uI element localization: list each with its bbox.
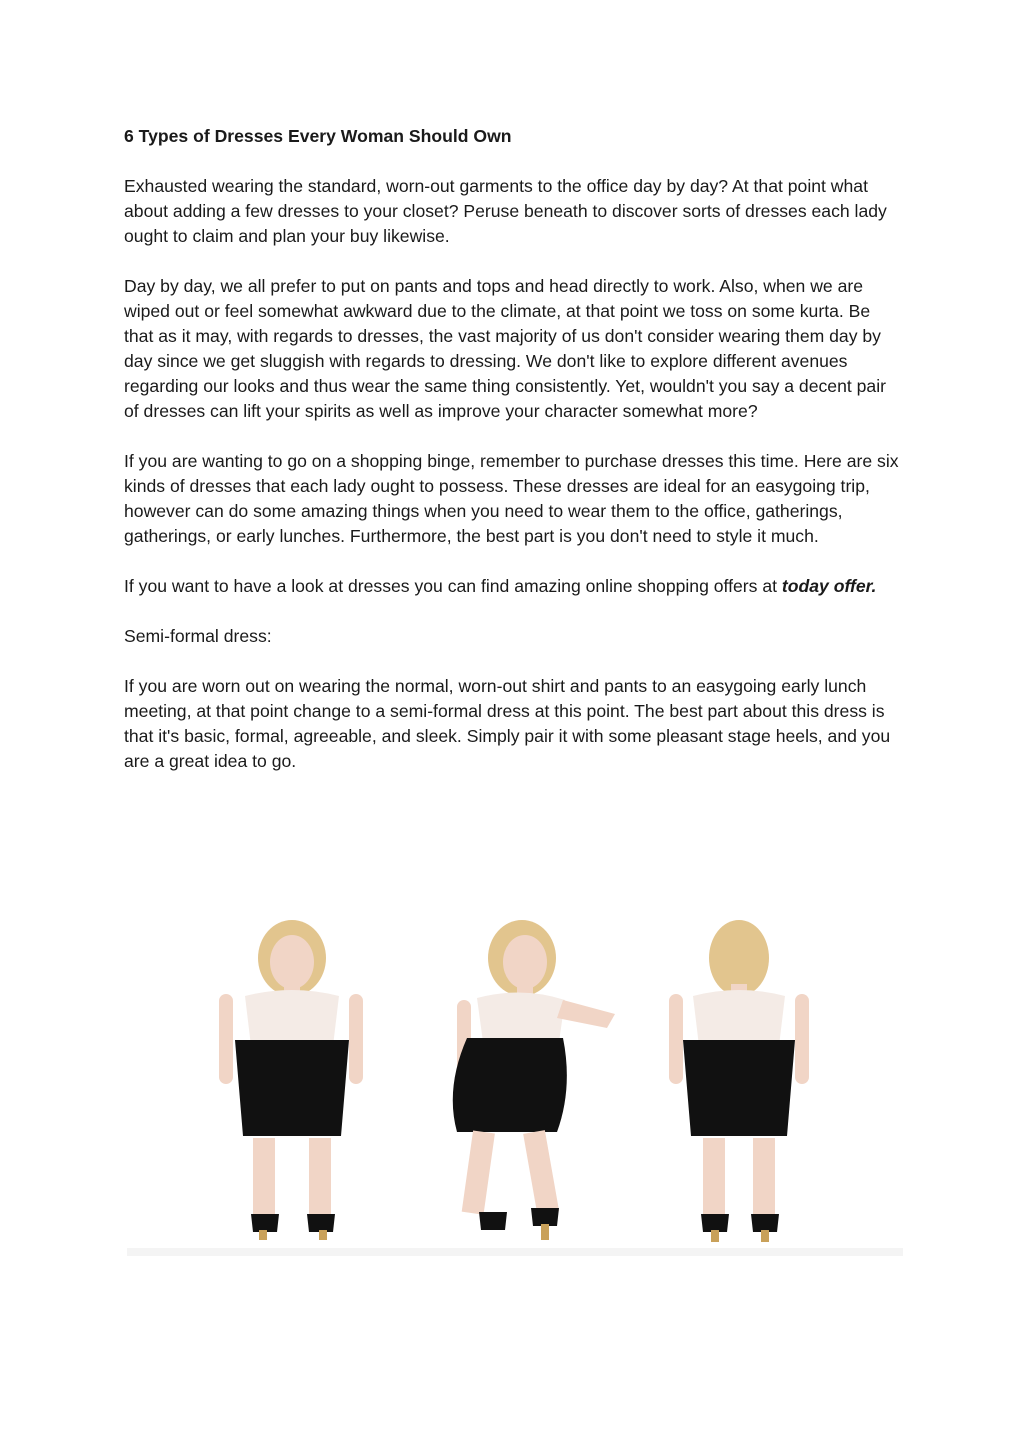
paragraph-shopping: If you are wanting to go on a shopping binge, remember to purchase dresses this time. Here are six kinds of dresses that each lady ought to possess. These dresses are ideal for an easygoing trip, however can do some amazing things when you need to wear them to the office, gatherings, gatherings, or early lunches. Furthermore, the best part is you don't need to style it much. xyxy=(124,451,899,546)
paragraph-semi-formal: If you are worn out on wearing the normal, worn-out shirt and pants to an easygoing early lunch meeting, at that point change to a semi-formal dress at this point. The best part about this dress is that it's basic, formal, agreeable, and sleek. Simply pair it with some pleasant stage heels, and you are a great idea to go. xyxy=(124,676,891,771)
offer-prefix-text: If you want to have a look at dresses you can find amazing online shopping offers at xyxy=(124,576,782,596)
dress-photo-illustration xyxy=(127,918,903,1256)
section-heading-semi-formal: Semi-formal dress: xyxy=(124,626,272,646)
model-side-view xyxy=(453,920,615,1240)
paragraph-daily-wear: Day by day, we all prefer to put on pants and tops and head directly to work. Also, when we are wiped out or feel somewhat awkward due to the climate, at that point we toss on some kurta. Be that as it may, with regards to dresses, the vast majority of us don't consider wearing them day by day since we get sluggish with regards to dressing. We don't like to explore different avenues regarding our looks and thus wear the same thing consistently. Yet, wouldn't you say a decent pair of dresses can lift your spirits as well as improve your character somewhat more? xyxy=(124,276,886,421)
article-title: 6 Types of Dresses Every Woman Should Own xyxy=(124,126,512,146)
dress-product-photo xyxy=(127,918,903,1256)
today-offer-link[interactable]: today offer. xyxy=(781,576,877,596)
intro-paragraph: Exhausted wearing the standard, worn-out garments to the office day by day? At that point what about adding a few dresses to your closet? Peruse beneath to discover sorts of dresses each lady ought to claim and plan your buy likewise. xyxy=(124,176,887,246)
model-front-view xyxy=(219,920,363,1240)
model-back-view xyxy=(669,920,809,1242)
paragraph-offer xyxy=(124,574,904,599)
document-page xyxy=(124,120,904,799)
